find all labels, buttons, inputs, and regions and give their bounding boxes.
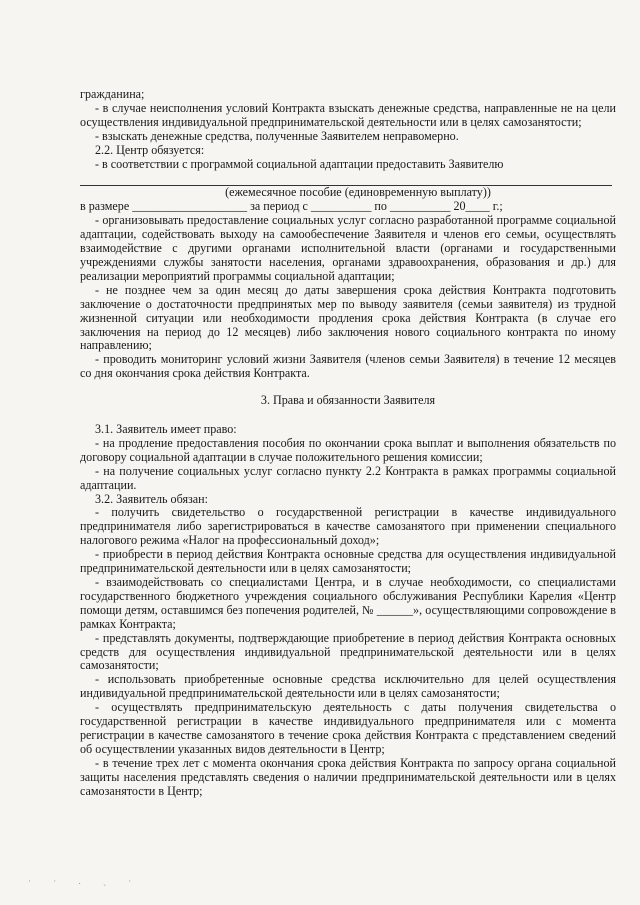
paragraph: - не позднее чем за один месяц до даты завершения срока действия Контракта подготовить заключение о достаточности предпринятых мер по выводу заявителя (семьи заявителя) из трудной жизненной ситуации или необходимости продления срока действия Контракта (в случае его заключения на период до 12 месяцев) либо заключения нового социального контракта по иному направлению; [80,282,616,353]
document-body [80,88,616,799]
blank-caption: (ежемесячное пособие (единовременную выплату)) [225,185,491,200]
text-line: гражданина; [80,87,145,101]
paragraph: - взаимодействовать со специалистами Центра, и в случае необходимости, со специалистами государственного бюджетного учреждения социального обслуживания Республики Карелия «Центр помощи детям, оставшимся без попечения родителей, № ______», осуществляющими сопровождение в рамках Контракта; [80,575,616,631]
scan-artifact: · · . ˎ · [28,876,142,886]
section-label: 2.2. Центр обязуется: [95,142,205,157]
paragraph: - организовывать предоставление социальных услуг согласно разработанной программе социальной адаптации, содействовать выходу на самообеспечение Заявителя и членов его семьи, осуществлять взаимодействие с другими органами исполнительной власти (органами и государственными учреждениями службы занятости населения, органами здравоохранения, образования и др.) для реализации мероприятий программы социальной адаптации; [80,213,616,283]
paragraph: - представлять документы, подтверждающие приобретение в период действия Контракта основных средств для осуществления индивидуальной предпринимательской деятельности или в целях самозанятости; [80,630,616,673]
paragraph: - на получение социальных услуг согласно пункту 2.2 Контракта в рамках программы социальной адаптации. [80,463,616,492]
fill-in-blank-line [80,171,612,186]
paragraph: - осуществлять предпринимательскую деятельность с даты получения свидетельства о государственной регистрации в качестве индивидуального предпринимателя или с момента регистрации в качестве самозанятого в течение срока действия Контракта с представлением сведений об осуществлении указанных видов деятельности в Центр; [80,700,616,756]
amount-period-line: в размере ___________________ за период с __________ по __________ 20____ г.; [80,199,503,214]
section-heading: 3. Права и обязанности Заявителя [260,393,436,408]
paragraph: - использовать приобретенные основные средства исключительно для целей осуществления индивидуальной предпринимательской деятельности или в целях самозанятости; [80,672,616,701]
paragraph: - на продление предоставления пособия по окончании срока выплат и выполнения обязательств по договору социальной адаптации в случае положительного решения комиссии; [80,435,616,464]
paragraph: - проводить мониторинг условий жизни Заявителя (членов семьи Заявителя) в течение 12 месяцев со дня окончания срока действия Контракта. [80,352,616,381]
paragraph: - в соответствии с программой социальной адаптации предоставить Заявителю [95,156,504,171]
section-label: 3.1. Заявитель имеет право: [95,422,237,437]
section-label: 3.2. Заявитель обязан: [95,491,209,506]
paragraph: - в течение трех лет с момента окончания срока действия Контракта по запросу органа социальной защиты населения представлять сведения о наличии предпринимательской деятельности или в целях самозанятости в Центр; [80,755,616,798]
paragraph: - получить свидетельство о государственной регистрации в качестве индивидуального предпринимателя либо зарегистрироваться в качестве самозанятого при применении специального налогового режима «Налог на профессиональный доход»; [80,505,616,548]
paragraph: - приобрести в период действия Контракта основные средства для осуществления индивидуальной предпринимательской деятельности или в целях самозанятости; [80,547,616,576]
paragraph: - в случае неисполнения условий Контракта взыскать денежные средства, направленные не на цели осуществления индивидуальной предпринимательской деятельности или в целях самозанятости; [80,100,616,129]
paragraph: - взыскать денежные средства, полученные Заявителем неправомерно. [95,128,459,143]
